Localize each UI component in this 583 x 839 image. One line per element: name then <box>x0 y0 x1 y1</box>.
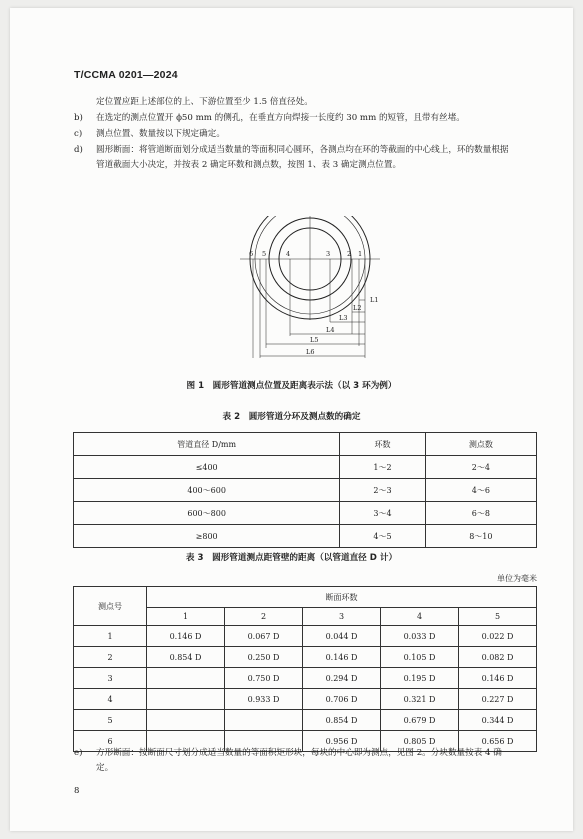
figure1-caption: 图 1 圆形管道测点位置及距离表示法（以 3 环为例） <box>186 381 397 391</box>
distance-label-l1: L1 <box>370 296 379 304</box>
table-header-row: 管道直径 D/mm 环数 测点数 <box>74 433 537 456</box>
figure-concentric-rings-diagram <box>230 216 400 366</box>
table-row: 2 0.854 D 0.250 D 0.146 D 0.105 D 0.082 D <box>74 647 537 668</box>
table-row: 1 0.146 D 0.067 D 0.044 D 0.033 D 0.022 D <box>74 626 537 647</box>
table-row: 6 0.956 D 0.805 D 0.656 D <box>74 731 537 752</box>
table3-caption: 表 3 圆形管道测点距管壁的距离（以管道直径 D 计） <box>185 553 398 563</box>
table-row: 400～600 2～3 4～6 <box>74 479 537 502</box>
table-row: 3 0.750 D 0.294 D 0.195 D 0.146 D <box>74 668 537 689</box>
table-row: 5 0.854 D 0.679 D 0.344 D <box>74 710 537 731</box>
paragraph-b: b) 在选定的测点位置开 ϕ50 mm 的侧孔，在垂直方向焊接一长度约 30 mm 的短管，且带有丝堵。 <box>74 113 465 123</box>
point-label-2: 2 <box>347 250 352 258</box>
table2-caption: 表 2 圆形管道分环及测点数的确定 <box>222 412 361 422</box>
distance-label-l4: L4 <box>326 326 335 334</box>
point-label-3: 3 <box>326 250 331 258</box>
distance-label-l3: L3 <box>339 314 348 322</box>
table-row: ≤400 1～2 2～4 <box>74 456 537 479</box>
point-label-5: 5 <box>262 250 267 258</box>
table3-point-distances <box>73 586 537 752</box>
paragraph-e: e) 方形断面：按断面尺寸划分成适当数量的等面积矩形块，每块的中心即为测点，见图 2。分块数量按表 4 确定。 <box>74 748 502 773</box>
point-label-4: 4 <box>286 250 291 258</box>
ring-number-row: 1 2 3 4 5 <box>74 608 537 626</box>
point-label-1: 1 <box>358 250 363 258</box>
table-header-row: 测点号 断面环数 <box>74 587 537 608</box>
point-label-6: 6 <box>249 250 254 258</box>
distance-label-l6: L6 <box>306 348 315 356</box>
paragraph-a-continuation: 定位置应距上述部位的上、下游位置至少 1.5 倍直径处。 <box>96 97 313 107</box>
page-number: 8 <box>74 786 80 796</box>
table-row: 4 0.933 D 0.706 D 0.321 D 0.227 D <box>74 689 537 710</box>
distance-label-l2: L2 <box>353 304 362 312</box>
table3-unit: 单位为毫米 <box>497 574 537 583</box>
table2-ring-count <box>73 432 537 548</box>
distance-label-l5: L5 <box>310 336 319 344</box>
table-row: ≥800 4～5 8～10 <box>74 525 537 548</box>
table-row: 600～800 3～4 6～8 <box>74 502 537 525</box>
paragraph-d: d) 圆形断面：将管道断面划分成适当数量的等面积同心圆环，各测点均在环的等截面的中心线上，环的数量根据管道截面大小决定，并按表 2 确定环数和测点数，按图 1、表 3 确定测点位置。 <box>74 145 509 170</box>
paragraph-c: c) 测点位置、数量按以下规定确定。 <box>74 129 225 139</box>
document-id: T/CCMA 0201—2024 <box>74 69 178 81</box>
